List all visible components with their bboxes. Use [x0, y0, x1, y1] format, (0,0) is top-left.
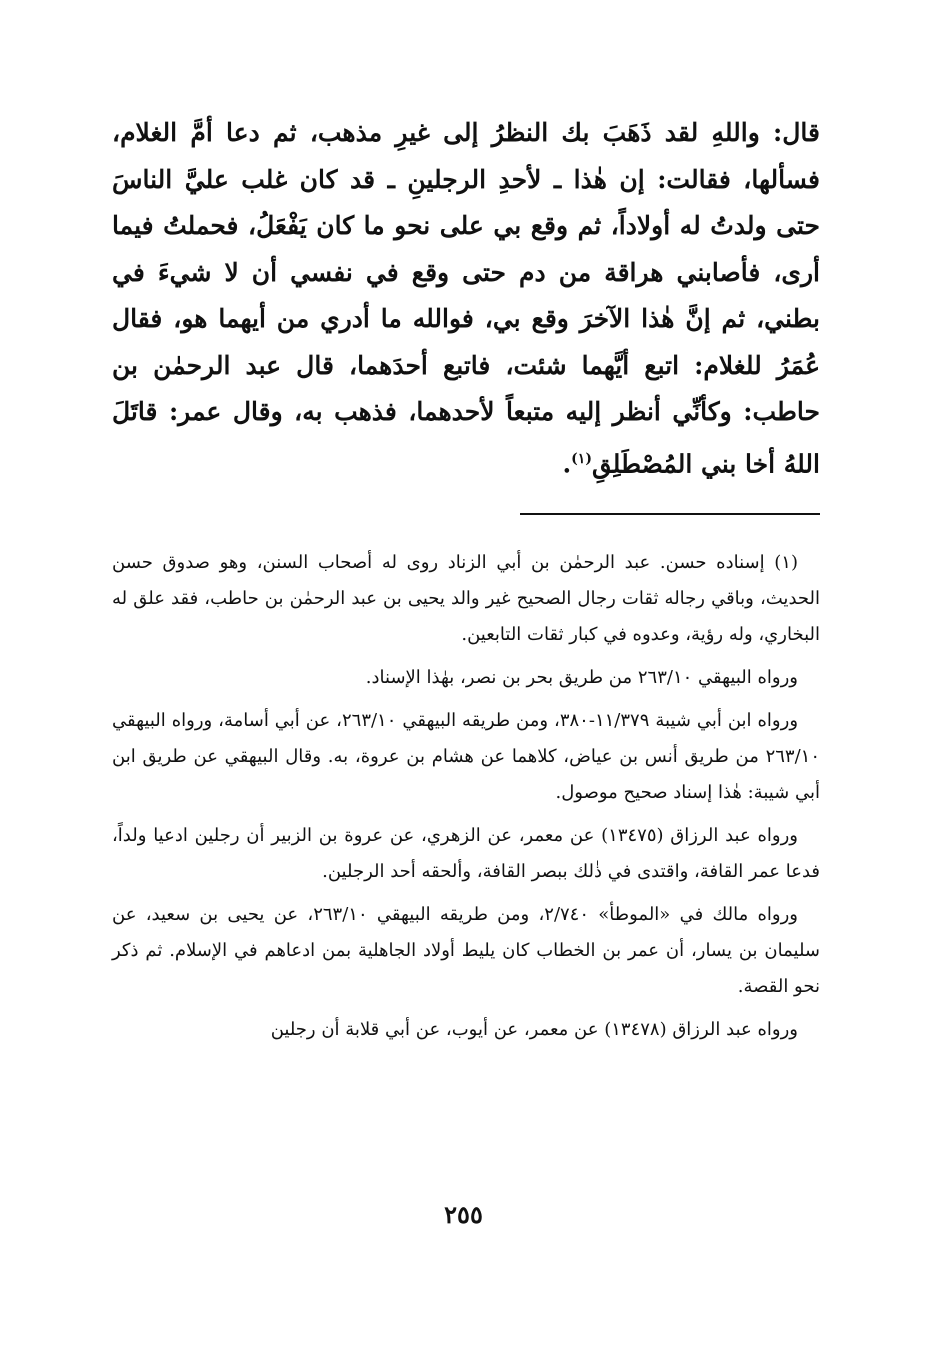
- footnote-paragraph: ورواه ابن أبي شيبة ١١/٣٧٩-٣٨٠، ومن طريقه البيهقي ٢٦٣/١٠، عن أبي أسامة، ورواه البيهقي ٢٦٣/١٠ من طريق أنس بن عياض، كلاهما عن هشام بن عروة، به. وقال البيهقي عن طريق ابن أبي شيبة: هٰذا إسناد صحيح موصول.: [112, 710, 820, 804]
- footnote-paragraph: ورواه عبد الرزاق (١٣٤٧٨) عن معمر، عن أيوب، عن أبي قلابة أن رجلين: [270, 1019, 798, 1041]
- main-text-body: قال: واللهِ لقد ذَهَبَ بك النظرُ إلى غيرِ مذهب، ثم دعا أمَّ الغلام، فسألها، فقالت: إن هٰذا ـ لأحدِ الرجلينِ ـ قد كان غلب عليَّ الناسَ حتى ولدتُ له أولاداً، ثم وقع بي على نحو ما كان يَفْعَلُ، فحملتُ فيما أرى، فأصابني هراقة من دم حتى وقع في نفسي أن لا شيءَ في بطني، ثم إنَّ هٰذا الآخرَ وقع بي، فوالله ما أدري من أيهما هو، فقال عُمَرُ للغلام: اتبع أيَّهما شئت، فاتبع أحدَهما، قال عبد الرحمٰن بن حاطب: وكأنِّي أنظر إليه متبعاً لأحدهما، فذهب به، وقال عمر: قاتَلَ اللهُ أخا بني المُصْطَلِقِ: [112, 118, 820, 478]
- footnote-paragraph: ورواه عبد الرزاق (١٣٤٧٥) عن معمر، عن الزهري، عن عروة بن الزبير أن رجلين ادعيا ولداً، فدعا عمر القافة، واقتدى في ذٰلك ببصر القافة، وألحقه أحد الرجلين.: [112, 825, 820, 883]
- page-number: ٢٥٥: [444, 1200, 483, 1229]
- main-text: [112, 110, 820, 487]
- main-text-end: .: [562, 448, 572, 478]
- page-content: [112, 110, 820, 1055]
- footnote-1: (١) إسناده حسن. عبد الرحمٰن بن أبي الزناد روى له أصحاب السنن، وهو صدوق حسن الحديث، وباقي رجاله ثقات رجال الصحيح غير والد يحيى بن عبد الرحمٰن بن حاطب، فقد علق له البخاري، وله رؤية، وعدوه في كبار ثقات التابعين.: [112, 552, 820, 646]
- footnotes: [112, 545, 820, 1048]
- footnote-marker: (١): [571, 450, 592, 467]
- footnote-separator: [520, 513, 820, 515]
- footnote-paragraph: ورواه مالك في «الموطأ» ٢/٧٤٠، ومن طريقه البيهقي ٢٦٣/١٠، عن يحيى بن سعيد، عن سليمان بن يسار، أن عمر بن الخطاب كان يليط أولاد الجاهلية بمن ادعاهم في الإسلام. ثم ذكر نحو القصة.: [112, 904, 820, 998]
- footnote-paragraph: ورواه البيهقي ٢٦٣/١٠ من طريق بحر بن نصر، بهٰذا الإسناد.: [365, 667, 798, 689]
